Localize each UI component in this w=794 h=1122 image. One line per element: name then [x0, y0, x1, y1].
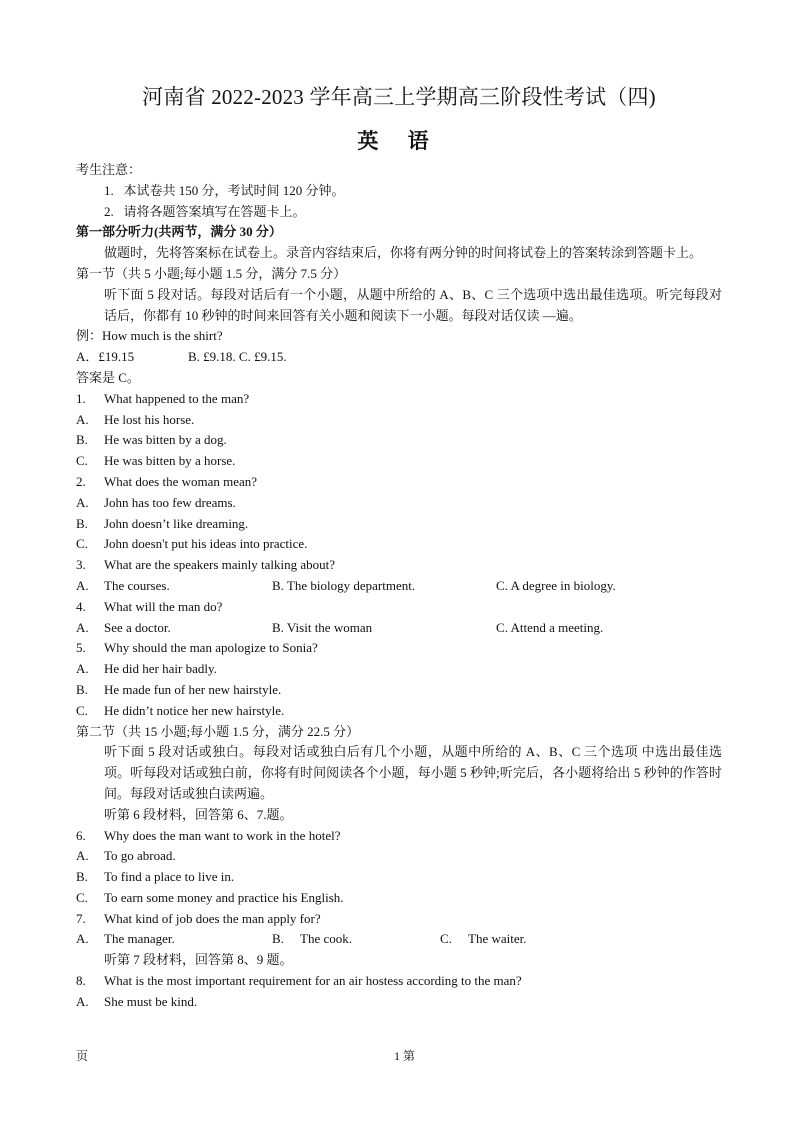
section1-heading: 第一节（共 5 小题;每小题 1.5 分，满分 7.5 分）	[76, 265, 347, 281]
material-7-note: 听第 7 段材料，回答第 8、9 题。	[104, 952, 293, 968]
question-5-option-b: B. He made fun of her new hairstyle.	[76, 681, 282, 697]
question-7-options: A. The manager. B. The cook. C. The waiter.	[76, 931, 527, 947]
question-7: 7. What kind of job does the man apply for?	[76, 910, 321, 926]
question-1: 1. What happened to the man?	[76, 390, 250, 406]
question-6-option-a: A. To go abroad.	[76, 848, 176, 864]
question-2: 2. What does the woman mean?	[76, 473, 258, 489]
part1-heading: 第一部分听力(共两节，满分 30 分）	[76, 224, 282, 240]
example-option-a: A．£19.15	[76, 349, 135, 365]
question-1-option-b: B. He was bitten by a dog.	[76, 432, 227, 448]
question-4-options: A. See a doctor. B. Visit the woman C. Attend a meeting.	[76, 619, 604, 635]
question-5: 5. Why should the man apologize to Sonia?	[76, 640, 318, 656]
question-8: 8. What is the most important requirement for an air hostess according to the man?	[76, 973, 522, 989]
question-3: 3. What are the speakers mainly talking about?	[76, 557, 336, 573]
notice-heading: 考生注意：	[76, 162, 142, 177]
question-2-option-c: C. John doesn't put his ideas into practice.	[76, 536, 308, 552]
question-5-option-c: C. He didn’t notice her new hairstyle.	[76, 702, 285, 718]
question-6-option-c: C. To earn some money and practice his English.	[76, 889, 344, 905]
example-options	[76, 347, 722, 368]
example-answer: 答案是 C。	[76, 369, 140, 385]
question-1-option-c: C. He was bitten by a horse.	[76, 453, 236, 469]
question-6-option-b: B. To find a place to live in.	[76, 869, 235, 885]
part1-intro: 做题时，先将答案标在试卷上。录音内容结束后，你将有两分钟的时间将试卷上的答案转涂到答题卡上。	[104, 245, 703, 261]
footer-left: 页	[76, 1049, 89, 1063]
question-1-option-a: A. He lost his horse.	[76, 411, 195, 427]
notice-item: 2. 请将各题答案填写在答题卡上。	[104, 203, 306, 219]
question-4: 4. What will the man do?	[76, 598, 223, 614]
section2-intro: 听下面 5 段对话或独白。每段对话或独白后有几个小题，从题中所给的 A、B、C 三个选项 中选出最佳选项。听每段对话或独白前，你将有时间阅读各个小题，每小题 5 秒钟;听完后，各小题将给出 5 秒钟的作答时间。每段对话或独白读两遍。	[104, 744, 722, 801]
example-question: 例：How much is the shirt?	[76, 328, 223, 344]
question-8-option-a: A. She must be kind.	[76, 993, 198, 1009]
question-2-option-b: B. John doesn’t like dreaming.	[76, 515, 249, 531]
section2-heading: 第二节（共 15 小题;每小题 1.5 分，满分 22.5 分）	[76, 723, 360, 739]
section1-intro: 听下面 5 段对话。每段对话后有一个小题，从题中所给的 A、B、C 三个选项中选出最佳选项。听完每段对话后，你都有 10 秒钟的时间来回答有关小题和阅读下一小题。每段对话仅读 —遍。	[104, 286, 722, 323]
material-6-note: 听第 6 段材料，回答第 6、7.题。	[104, 806, 293, 822]
question-3-options: A. The courses. B. The biology department. C. A degree in biology.	[76, 577, 616, 593]
question-5-option-a: A. He did her hair badly.	[76, 661, 217, 677]
subject-title: 英 语	[357, 129, 441, 153]
exam-body	[76, 160, 722, 1013]
example-option-c: C. £9.15.	[238, 349, 287, 365]
page-number: 1 第	[394, 1049, 416, 1063]
notice-item: 1. 本试卷共 150 分，考试时间 120 分钟。	[104, 182, 345, 198]
question-6: 6. Why does the man want to work in the hotel?	[76, 827, 341, 843]
example-option-b: B. £9.18.	[188, 349, 236, 365]
question-2-option-a: A. John has too few dreams.	[76, 494, 236, 510]
page-title: 河南省 2022-2023 学年高三上学期高三阶段性考试（四)	[142, 85, 656, 109]
